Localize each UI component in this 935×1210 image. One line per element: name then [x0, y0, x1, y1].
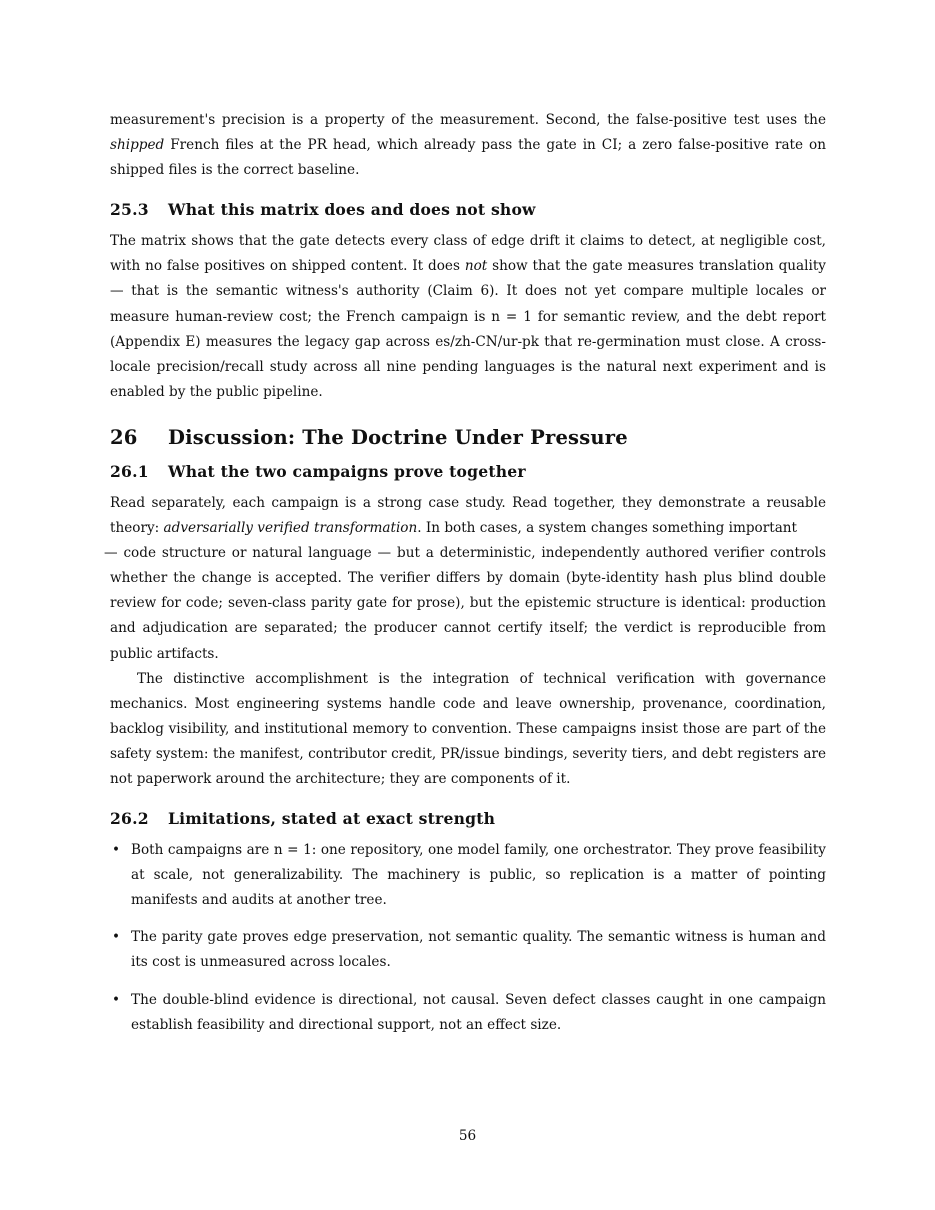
- subsection-heading-26-2: [110, 808, 826, 830]
- subsection-heading-26-1: [110, 461, 826, 483]
- subsection-title: What the two campaigns prove together: [168, 461, 526, 481]
- list-item: • Both campaigns are n = 1: one repository, one model family, one orchestrator. They prove feasibility at scale, not generalizability. The machinery is public, so replication is a matter of pointing manifests and audits at another tree.: [110, 838, 826, 913]
- paragraph-26-1-b: The distinctive accomplishment is the integration of technical verification with governance mechanics. Most engineering systems handle code and leave ownership, provenance, coordination, backlog visibility, and institutional memory to convention. These campaigns insist those are part of the safety system: the manifest, contributor credit, PR/issue bindings, severity tiers, and debt registers are not paperwork around the architecture; they are components of it.: [110, 670, 826, 787]
- list-item: • The double-blind evidence is directional, not causal. Seven defect classes caught in one campaign establish feasibility and directional support, not an effect size.: [110, 988, 826, 1038]
- page-body: [104, 108, 826, 1050]
- paragraph-26-1-a: Read separately, each campaign is a strong case study. Read together, they demonstrate a reusable theory: adversarially verified transformation. In both cases, a system changes something important — code structure or natural language — but a deterministic, independently authored verifier controls whether the change is accepted. The verifier differs by domain (byte-identity hash plus blind double review for code; seven-class parity gate for prose), but the epistemic structure is identical: production and adjudication are separated; the producer cannot certify itself; the verdict is reproducible from public artifacts.: [104, 494, 826, 662]
- subsection-number: 25.3: [110, 200, 149, 220]
- emphasis-shipped: shipped: [110, 137, 165, 154]
- limitations-list: [110, 838, 826, 1038]
- bullet-icon: •: [112, 991, 121, 1008]
- list-item: • The parity gate proves edge preservation, not semantic quality. The semantic witness is human and its cost is unmeasured across locales.: [110, 925, 826, 975]
- section-heading-26: [110, 425, 826, 451]
- emphasis-not: not: [464, 258, 488, 275]
- bullet-icon: •: [112, 929, 121, 946]
- emphasis-theory: adversarially verified transformation: [163, 520, 418, 537]
- continuation-paragraph: measurement's precision is a property of the measurement. Second, the false-positive test uses the shipped French files at the PR head, which already pass the gate in CI; a zero false-positive rate on shipped files is the correct baseline.: [110, 112, 826, 179]
- subsection-title: What this matrix does and does not show: [168, 200, 536, 220]
- page-number: 56: [458, 1128, 477, 1144]
- bullet-icon: •: [112, 842, 121, 859]
- paragraph-25-3: The matrix shows that the gate detects every class of edge drift it claims to detect, at negligible cost, with no false positives on shipped content. It does not show that the gate measures translation quality — that is the semantic witness's authority (Claim 6). It does not yet compare multiple locales or measure human-review cost; the French campaign is n = 1 for semantic review, and the debt report (Appendix E) measures the legacy gap across es/zh-CN/ur-pk that re-germination must close. A cross-locale precision/recall study across all nine pending languages is the natural next experiment and is enabled by the public pipeline.: [110, 233, 826, 400]
- subsection-number: 26.2: [110, 809, 149, 829]
- section-title: Discussion: The Doctrine Under Pressure: [168, 425, 628, 449]
- subsection-number: 26.1: [110, 461, 149, 481]
- subsection-heading-25-3: [110, 199, 826, 221]
- section-number: 26: [110, 425, 138, 449]
- subsection-title: Limitations, stated at exact strength: [168, 809, 496, 829]
